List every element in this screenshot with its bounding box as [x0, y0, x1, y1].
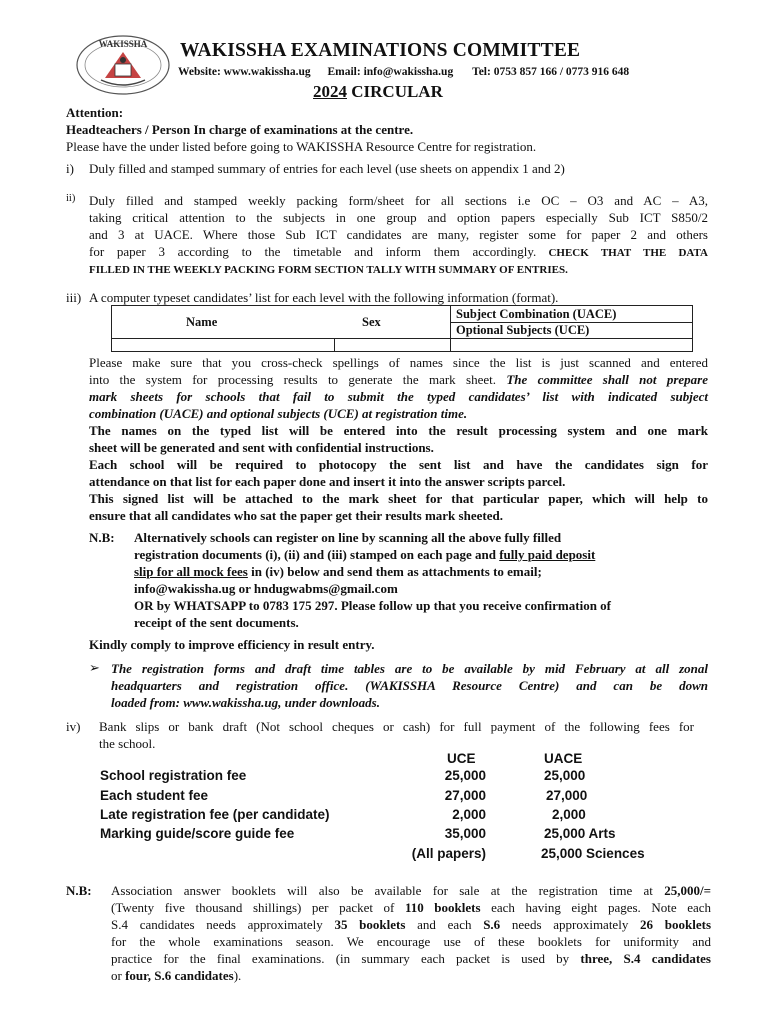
circular-heading: 2024 CIRCULAR [313, 82, 443, 101]
item-iii-label: iii) [66, 290, 82, 305]
table-header-optional-subjects: Optional Subjects (UCE) [456, 323, 590, 337]
fees-row-uce: 25,000 [444, 768, 486, 783]
candidates-list-format-table [111, 305, 693, 352]
fees-row-label: Late registration fee (per candidate) [100, 807, 330, 822]
logo-emblem-icon [75, 34, 171, 96]
arrow-bullet-icon: ➢ [89, 660, 100, 675]
table-header-subject-combination: Subject Combination (UACE) [456, 307, 617, 321]
contact-line [178, 66, 629, 78]
tel-text: Tel: 0753 857 166 / 0773 916 648 [472, 66, 630, 78]
wakissha-logo [75, 34, 171, 96]
fees-row-uace: 25,000 Sciences [541, 846, 645, 861]
attention-intro: Please have the under listed before going to WAKISSHA Resource Centre for registration. [66, 139, 537, 154]
fees-row-uce: 35,000 [444, 826, 486, 841]
item-ii-text: Duly filled and stamped weekly packing form/sheet for all sections i.e OC – O3 and AC – A3, taking critical attention to the subjects in one group and option papers especially Sub ICT S850/2 and 3 at UACE. Where those Sub ICT candidates are many, register some for paper 2 and others for paper 3 according to the timetable and inform them accordingly. CHECK THAT THE DATA FILLED IN THE WEEKLY PACKING FORM SECTION TALLY WITH SUMMARY OF ENTRIES. [89, 193, 708, 276]
footer-nb-label: N.B: [66, 883, 92, 898]
svg-text:WAKISSHA: WAKISSHA [98, 39, 148, 49]
registration-forms-note: The registration forms and draft time tables are to be available by mid February at all zonal headquarters and registration office. (WAKISSHA Resource Centre) and can be down loaded from: www.wakissha.ug, under downloads. [111, 661, 708, 710]
website-text: Website: www.wakissha.ug [178, 66, 311, 78]
item-iii-paragraphs: Please make sure that you cross-check spellings of names since the list is just scanned and entered into the system for processing results to generate the mark sheet. The committee shall not prepare mark sheets for schools that fail to submit the typed candidates’ list with indicated subject combination (UACE) and optional subjects (UCE) at registration time. The names on the typed list will be entered into the result processing system and one mark sheet will be generated and sent with confidential instructions. Each school will be required to photocopy the sent list and have the candidates sign for attendance on that list for each paper done and insert it into the answer scripts parcel. This signed list will be attached to the mark sheet for that particular paper, which will help to ensure that all candidates who sat the paper get their results mark sheeted. [89, 355, 708, 523]
item-iv-label: iv) [66, 719, 81, 734]
item-i-label: i) [66, 161, 74, 176]
footer-nb-text: Association answer booklets will also be available for sale at the registration time at 25,000/= (Twenty five thousand shillings) per packet of 110 booklets each having eight pages. Note each S.4 candidates needs approximately 35 booklets and each S.6 needs approximately 26 booklets for the whole examinations season. We encourage use of these booklets for uniformity and practice for the final examinations. (in summary each packet is used by three, S.4 candidates or four, S.6 candidates). [111, 883, 712, 983]
fees-col-uace: UACE [544, 751, 583, 766]
attention-heading: Attention: [66, 105, 124, 120]
nb-label: N.B: [89, 530, 115, 545]
table-header-name: Name [186, 315, 218, 329]
table-header-sex: Sex [362, 315, 381, 329]
fees-row-label: Each student fee [100, 788, 209, 803]
fees-row-uace: 27,000 [546, 788, 588, 803]
item-ii-label: ii) [66, 193, 76, 204]
fees-row-uce: (All papers) [411, 846, 486, 861]
nb-online-registration: Alternatively schools can register on line by scanning all the above fully filled registration documents (i), (ii) and (iii) stamped on each page and fully paid deposit slip for all mock fees in (iv) below and send them as attachments to email; info@wakissha.ug or hndugwabms@gmail.com OR by WHATSAPP to 0783 175 297. Please follow up that you receive confirmation of receipt of the sent documents. [134, 529, 708, 631]
item-iv-text: Bank slips or bank draft (Not school cheques or cash) for full payment of the following fees for the school. [99, 719, 694, 751]
fees-row-label: School registration fee [100, 768, 247, 783]
item-iii-text: A computer typeset candidates’ list for each level with the following information (format). [89, 290, 559, 305]
item-i-text: Duly filled and stamped summary of entries for each level (use sheets on appendix 1 and 2) [89, 161, 565, 176]
fees-col-uce: UCE [447, 751, 476, 766]
fees-row-uace: 25,000 Arts [544, 826, 616, 841]
fees-row-label: Marking guide/score guide fee [100, 826, 295, 841]
fees-row-uace: 25,000 [544, 768, 586, 783]
fees-row-uce: 27,000 [444, 788, 486, 803]
attention-recipients: Headteachers / Person In charge of examinations at the centre. [66, 122, 414, 137]
email-text: Email: info@wakissha.ug [327, 66, 454, 78]
nb-emails: info@wakissha.ug or hndugwabms@gmail.com [134, 581, 398, 596]
fees-row-uce: 2,000 [452, 807, 486, 822]
comply-text: Kindly comply to improve efficiency in result entry. [89, 637, 375, 652]
committee-title: WAKISSHA EXAMINATIONS COMMITTEE [180, 40, 581, 61]
fees-row-uace: 2,000 [552, 807, 586, 822]
